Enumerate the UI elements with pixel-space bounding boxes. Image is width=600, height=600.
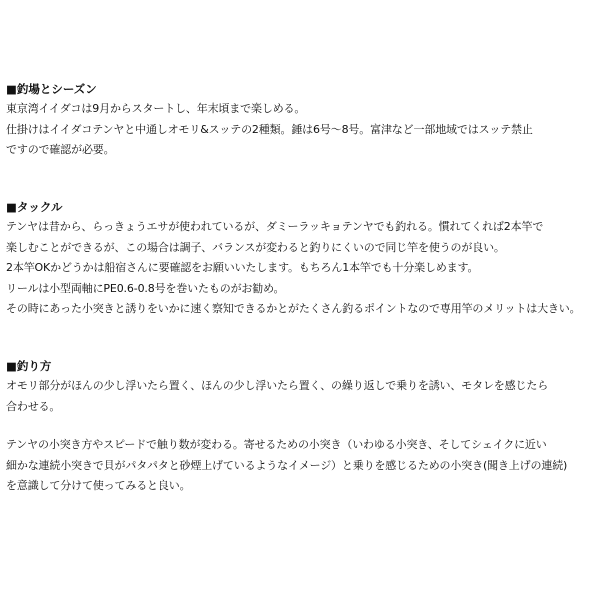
body-line: 2本竿OKかどうかは船宿さんに要確認をお願いいたします。もちろん1本竿でも十分楽しめます。: [6, 261, 479, 274]
section-heading: ■釣場とシーズン: [6, 82, 97, 96]
body-line: リールは小型両軸にPE0.6-0.8号を巻いたものがお勧め。: [6, 281, 285, 295]
body-line: テンヤは昔から、らっきょうエサが使われているが、ダミーラッキョテンヤでも釣れる。慣れてくれば2本竿で: [6, 220, 544, 233]
blank-line: [6, 417, 596, 435]
section-heading: ■タックル: [6, 200, 63, 214]
body-line: 楽しむことができるが、この場合は調子、バランスが変わると釣りにくいので同じ竿を使うのが良い。: [6, 240, 505, 254]
section-fishing-method: [6, 356, 596, 497]
body-line: 東京湾イイダコは9月からスタートし、年末頃まで楽しめる。: [6, 102, 306, 115]
body-line: を意識して分けて使ってみると良い。: [6, 479, 191, 492]
body-line: ですので確認が必要。: [6, 143, 115, 156]
body-line: 合わせる。: [6, 399, 61, 413]
section-heading: ■釣り方: [6, 359, 52, 373]
body-line: 細かな連続小突きで貝がパタパタと砂煙上げているようなイメージ）と乗りを感じるための小突き(聞き上げの連続): [6, 458, 568, 472]
body-line: テンヤの小突き方やスピードで触り数が変わる。寄せるための小突き（いわゆる小突き、そしてシェイクに近い: [6, 438, 547, 451]
section-fishing-spot-and-season: [6, 79, 596, 161]
body-line: 仕掛けはイイダコテンヤと中通しオモリ&スッテの2種類。錘は6号～8号。富津など一部地域ではスッテ禁止: [6, 122, 533, 136]
body-line: オモリ部分がほんの少し浮いたら置く、ほんの少し浮いたら置く、の繰り返しで乗りを誘い、モタレを感じたら: [6, 379, 549, 392]
body-line: その時にあった小突きと誘りをいかに速く察知できるかとがたくさん釣るポイントなので専用竿のメリットは大きい。: [6, 302, 581, 315]
section-tackle: [6, 197, 596, 320]
